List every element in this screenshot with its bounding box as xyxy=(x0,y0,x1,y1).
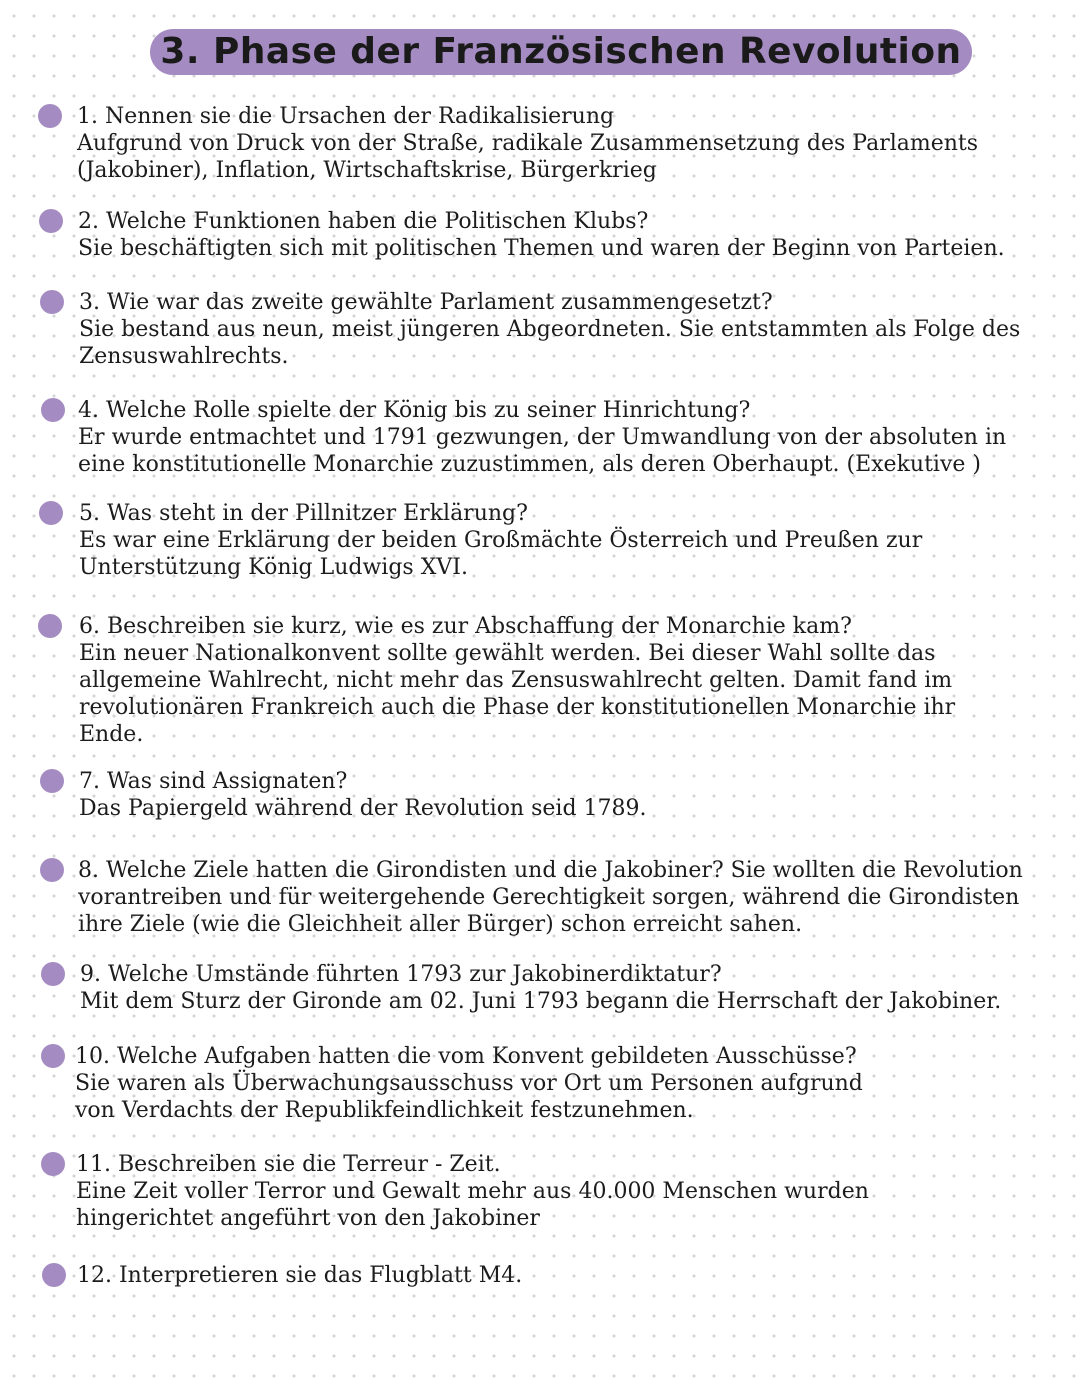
bullet-dot-icon xyxy=(38,614,62,638)
answer-line: Sie bestand aus neun, meist jüngeren Abgeordneten. Sie entstammten als Folge des xyxy=(79,317,1021,342)
qa-text xyxy=(77,1262,522,1289)
qa-text xyxy=(78,208,1005,262)
qa-text xyxy=(79,289,1020,370)
bullet-dot-icon xyxy=(40,290,64,314)
answer-line: Ein neuer Nationalkonvent sollte gewählt werden. Bei dieser Wahl sollte das xyxy=(79,641,936,666)
question-line: 8. Welche Ziele hatten die Girondisten und die Jakobiner? Sie wollten die Revolution xyxy=(78,858,1023,883)
question-line: 10. Welche Aufgaben hatten die vom Konvent gebildeten Ausschüsse? xyxy=(75,1044,857,1069)
bullet-dot-icon xyxy=(41,962,65,986)
answer-line: Es war eine Erklärung der beiden Großmächte Österreich und Preußen zur xyxy=(79,528,923,553)
qa-text xyxy=(79,768,647,822)
question-line: 4. Welche Rolle spielte der König bis zu seiner Hinrichtung? xyxy=(78,398,751,423)
bullet-dot-icon xyxy=(40,769,64,793)
answer-line: Zensuswahlrechts. xyxy=(79,344,289,369)
question-line: 5. Was steht in der Pillnitzer Erklärung? xyxy=(79,501,528,526)
bullet-dot-icon xyxy=(42,1263,66,1287)
question-line: 12. Interpretieren sie das Flugblatt M4. xyxy=(77,1263,523,1288)
qa-text xyxy=(78,857,1023,938)
qa-text xyxy=(79,500,922,581)
answer-line: allgemeine Wahlrecht, nicht mehr das Zensuswahlrecht gelten. Damit fand im xyxy=(79,668,953,693)
question-line: 6. Beschreiben sie kurz, wie es zur Abschaffung der Monarchie kam? xyxy=(79,614,852,639)
qa-text xyxy=(77,103,978,184)
bullet-dot-icon xyxy=(39,501,63,525)
answer-line: Ende. xyxy=(79,722,144,747)
answer-line: von Verdachts der Republikfeindlichkeit festzunehmen. xyxy=(75,1098,694,1123)
answer-line: hingerichtet angeführt von den Jakobiner xyxy=(76,1206,540,1231)
answer-line: ihre Ziele (wie die Gleichheit aller Bürger) schon erreicht sahen. xyxy=(78,912,803,937)
bullet-dot-icon xyxy=(41,1044,65,1068)
question-line: 11. Beschreiben sie die Terreur - Zeit. xyxy=(76,1152,501,1177)
answer-line: Aufgrund von Druck von der Straße, radikale Zusammensetzung des Parlaments xyxy=(77,131,979,156)
page-title: 3. Phase der Französischen Revolution xyxy=(160,31,962,72)
question-line: 9. Welche Umstände führten 1793 zur Jakobinerdiktatur? xyxy=(80,962,722,987)
question-line: 7. Was sind Assignaten? xyxy=(79,769,348,794)
qa-text xyxy=(76,1151,869,1232)
bullet-dot-icon xyxy=(41,1152,65,1176)
answer-line: Sie beschäftigten sich mit politischen Themen und waren der Beginn von Parteien. xyxy=(78,236,1005,261)
answer-line: Er wurde entmachtet und 1791 gezwungen, der Umwandlung von der absoluten in xyxy=(78,425,1007,450)
answer-line: Eine Zeit voller Terror und Gewalt mehr aus 40.000 Menschen wurden xyxy=(76,1179,869,1204)
qa-text xyxy=(80,961,1001,1015)
title-banner xyxy=(150,29,972,75)
question-line: 2. Welche Funktionen haben die Politischen Klubs? xyxy=(78,209,649,234)
answer-line: (Jakobiner), Inflation, Wirtschaftskrise, Bürgerkrieg xyxy=(77,158,657,183)
bullet-dot-icon xyxy=(39,209,63,233)
answer-line: revolutionären Frankreich auch die Phase der konstitutionellen Monarchie ihr xyxy=(79,695,956,720)
qa-text xyxy=(75,1043,863,1124)
answer-line: Sie waren als Überwachungsausschuss vor Ort um Personen aufgrund xyxy=(75,1071,863,1096)
answer-line: eine konstitutionelle Monarchie zuzustimmen, als deren Oberhaupt. (Exekutive ) xyxy=(78,452,981,477)
bullet-dot-icon xyxy=(40,858,64,882)
answer-line: Unterstützung König Ludwigs XVI. xyxy=(79,555,468,580)
qa-text xyxy=(78,397,1006,478)
qa-text xyxy=(79,613,955,748)
question-line: 3. Wie war das zweite gewählte Parlament zusammengesetzt? xyxy=(79,290,773,315)
bullet-dot-icon xyxy=(41,398,65,422)
answer-line: Das Papiergeld während der Revolution seid 1789. xyxy=(79,796,647,821)
answer-line: vorantreiben und für weitergehende Gerechtigkeit sorgen, während die Girondisten xyxy=(78,885,1020,910)
question-line: 1. Nennen sie die Ursachen der Radikalisierung xyxy=(77,104,615,129)
answer-line: Mit dem Sturz der Gironde am 02. Juni 1793 begann die Herrschaft der Jakobiner. xyxy=(80,989,1002,1014)
bullet-dot-icon xyxy=(38,104,62,128)
